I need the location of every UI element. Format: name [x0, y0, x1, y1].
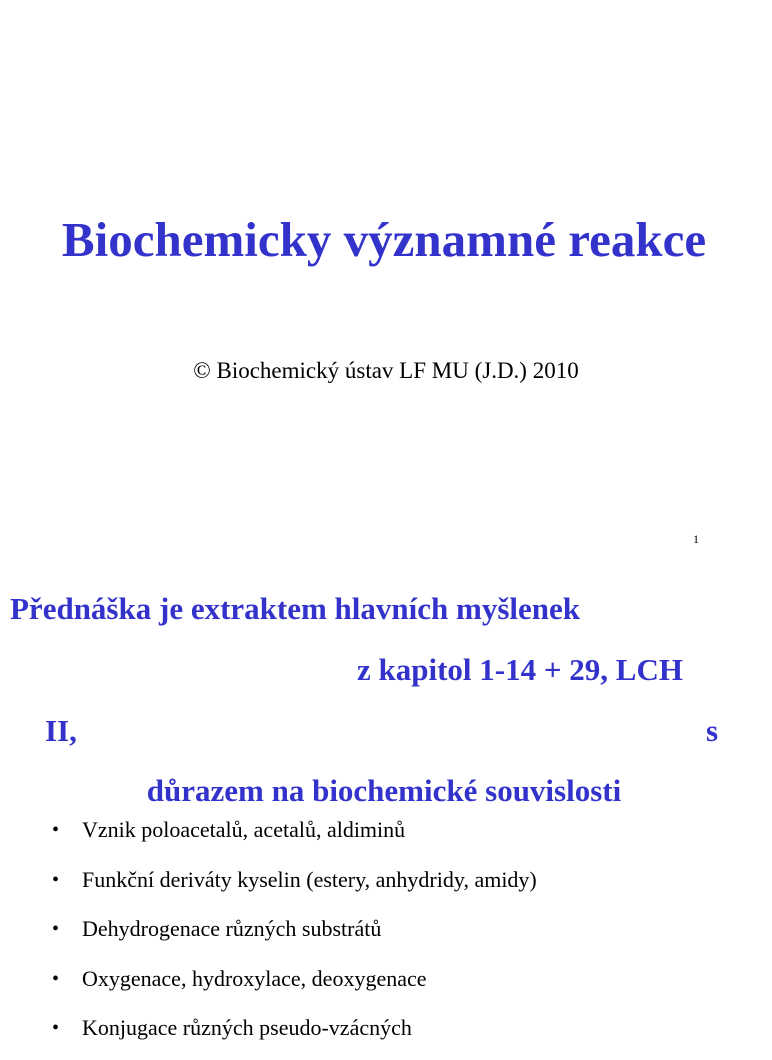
section-heading-line-4: důrazem na biochemické souvislosti — [146, 773, 622, 808]
section-heading-line-1: Přednáška je extraktem hlavních myšlenek — [10, 591, 581, 626]
list-item-text: Oxygenace, hydroxylace, deoxygenace — [82, 965, 427, 991]
bullet-icon: • — [52, 868, 60, 891]
bullet-icon: • — [52, 918, 60, 940]
list-item — [0, 961, 768, 1011]
section-heading-line-3-right: s — [706, 713, 719, 748]
list-item — [0, 812, 768, 862]
section-heading-line-2: z kapitol 1-14 + 29, LCH — [357, 652, 683, 687]
list-item-text: Dehydrogenace různých substrátů — [82, 916, 382, 941]
list-item-text: Vznik poloacetalů, acetalů, aldiminů — [82, 817, 406, 842]
bullet-icon: • — [52, 819, 60, 841]
list-item-text: Konjugace různých pseudo-vzácných — [82, 1015, 412, 1040]
list-item — [0, 862, 768, 912]
topic-list — [0, 812, 768, 1060]
list-item — [0, 1010, 768, 1060]
copyright-text: © Biochemický ústav LF MU (J.D.) 2010 — [193, 358, 579, 383]
list-item-text: Funkční deriváty kyselin (estery, anhydridy, amidy) — [82, 866, 537, 892]
page-number: 1 — [693, 532, 699, 546]
bullet-icon: • — [52, 1017, 60, 1039]
section-heading-line-3-left: II, — [45, 713, 77, 748]
list-item — [0, 911, 768, 961]
slide-title: Biochemicky významné reakce — [61, 212, 707, 267]
bullet-icon: • — [52, 967, 60, 990]
